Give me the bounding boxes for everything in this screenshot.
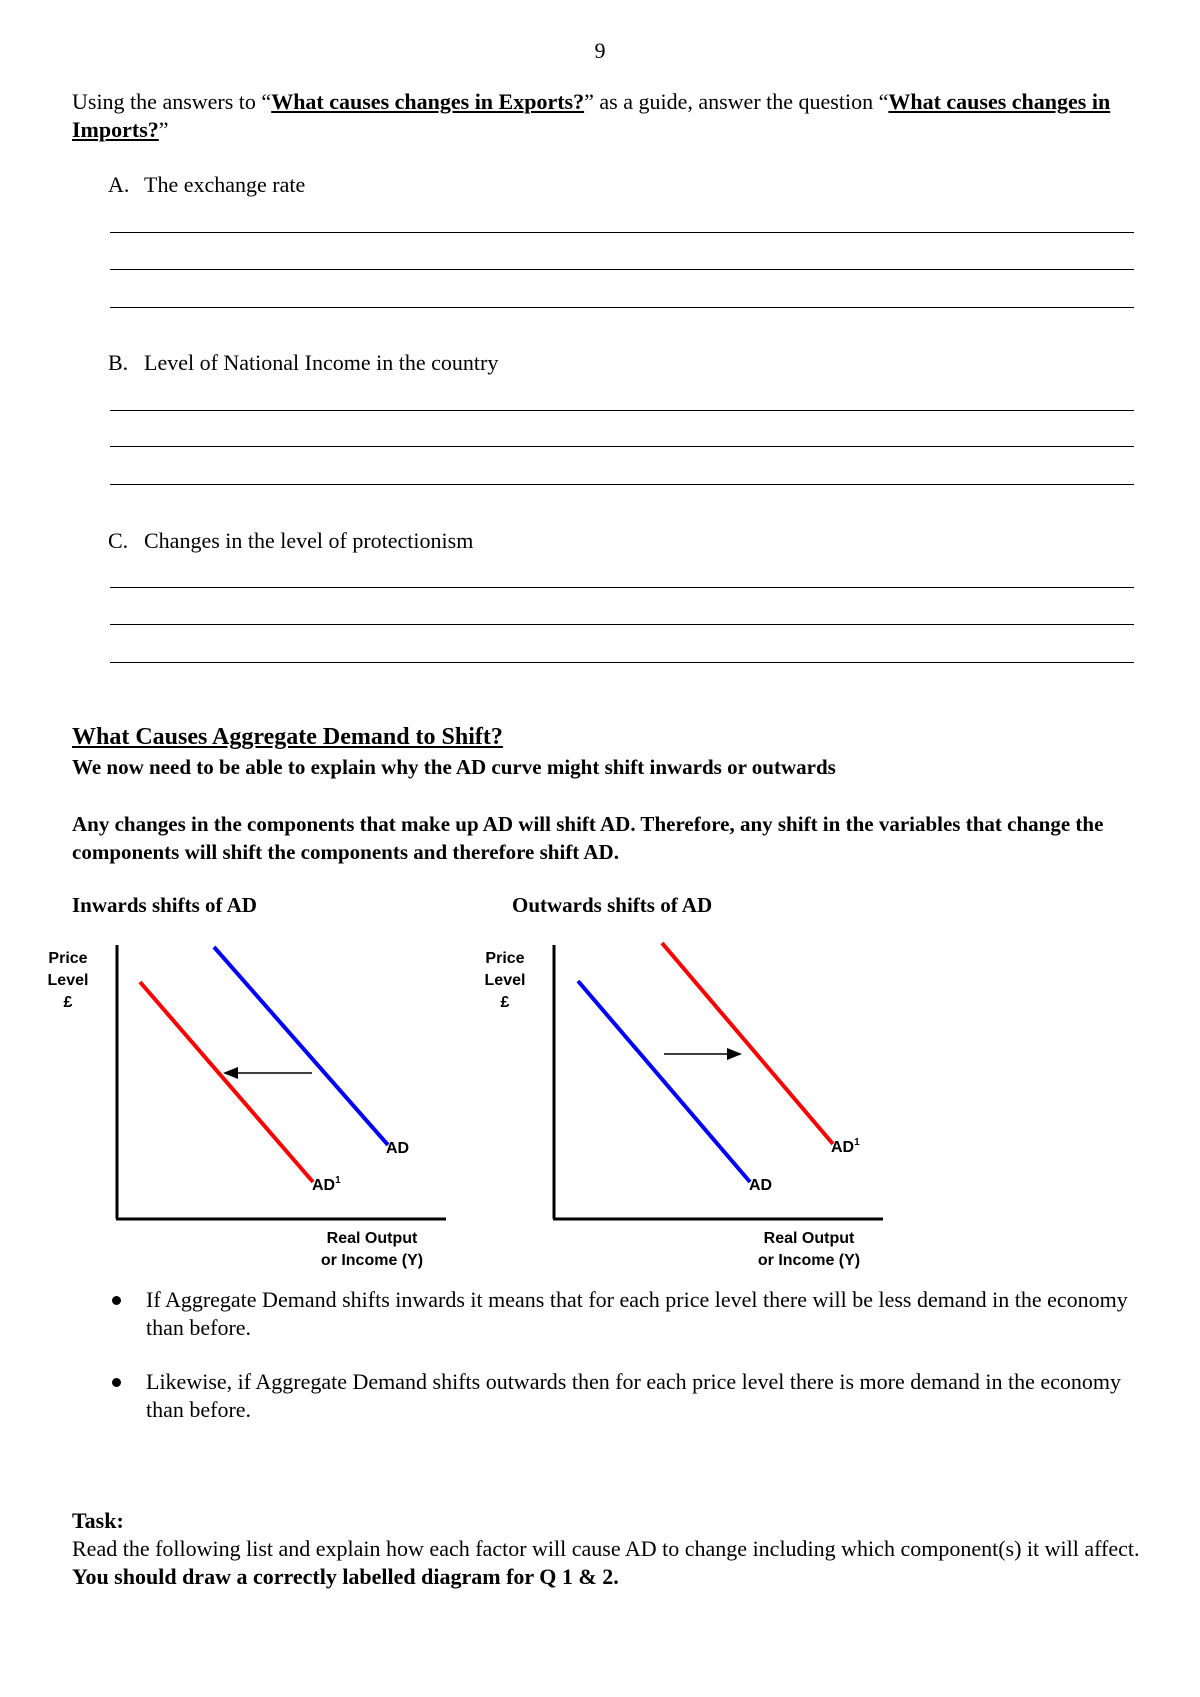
question-letter: A. xyxy=(108,172,130,197)
answer-line-a1[interactable] xyxy=(110,232,1134,233)
bullet-dot xyxy=(112,1296,121,1305)
intro-paragraph xyxy=(72,88,1132,144)
ad1-label: $AD^1$ xyxy=(831,1137,860,1156)
ad1-curve xyxy=(140,982,313,1182)
ad1-label: $AD^1$ xyxy=(312,1175,341,1194)
pound-label: £ xyxy=(63,994,73,1011)
inwards-diagram-title: Inwards shifts of AD xyxy=(72,893,257,917)
answer-line-a2[interactable] xyxy=(110,269,1134,270)
ad-label: AD xyxy=(386,1140,410,1157)
pound-label: £ xyxy=(500,994,510,1011)
page-number: 9 xyxy=(594,38,606,63)
real-output-label: Real Output xyxy=(763,1230,855,1247)
task-heading: Task: xyxy=(72,1508,124,1533)
price-label: Price xyxy=(485,950,525,967)
answer-line-c1[interactable] xyxy=(110,587,1134,588)
inwards-ad-diagram xyxy=(40,935,460,1275)
answer-line-b3[interactable] xyxy=(110,484,1134,485)
task-instruction-bold: You should draw a correctly labelled diagram for Q 1 & 2. xyxy=(72,1564,619,1589)
section-paragraph: Any changes in the components that make up AD will shift AD. Therefore, any shift in the variables that change the components will shift the components and therefore shift AD. xyxy=(72,812,1104,864)
question-b xyxy=(108,350,498,376)
intro-text-middle: ” as a guide, answer the question “ xyxy=(584,89,889,114)
question-letter: C. xyxy=(108,528,129,553)
question-text: Changes in the level of protectionism xyxy=(144,528,474,553)
bullet-item: Likewise, if Aggregate Demand shifts outwards then for each price level there is more demand in the economy than before. xyxy=(108,1368,1138,1424)
outwards-diagram-title: Outwards shifts of AD xyxy=(512,893,713,917)
answer-line-b2[interactable] xyxy=(110,446,1134,447)
bullet-list xyxy=(108,1286,1138,1450)
question-c xyxy=(108,528,473,554)
ad-curve xyxy=(214,947,388,1145)
ad1-curve xyxy=(662,943,833,1144)
bullet-item: If Aggregate Demand shifts inwards it means that for each price level there will be less demand in the economy than before. xyxy=(108,1286,1138,1342)
intro-text-before: Using the answers to “ xyxy=(72,89,272,114)
question-text: The exchange rate xyxy=(144,172,306,197)
section-title: What Causes Aggregate Demand to Shift? xyxy=(72,724,503,750)
task-text: Read the following list and explain how each factor will cause AD to change including which component(s) it will affect. You should draw a correctly labelled diagram for Q 1 & 2. xyxy=(72,1536,1140,1589)
question-a xyxy=(108,172,305,198)
or-income-label: or Income (Y) xyxy=(757,1252,861,1269)
question-letter: B. xyxy=(108,350,129,375)
bullet-dot xyxy=(112,1378,121,1387)
outwards-ad-diagram xyxy=(477,935,897,1275)
answer-line-a3[interactable] xyxy=(110,307,1134,308)
answer-line-b1[interactable] xyxy=(110,410,1134,411)
answer-line-c3[interactable] xyxy=(110,662,1134,663)
exports-question-link: What causes changes in Exports? xyxy=(271,89,585,114)
question-text: Level of National Income in the country xyxy=(144,350,499,375)
ad-curve xyxy=(578,981,750,1182)
price-label: Price xyxy=(48,950,88,967)
or-income-label: or Income (Y) xyxy=(320,1252,424,1269)
answer-line-c2[interactable] xyxy=(110,624,1134,625)
imports-question-link: What causes changes in Imports? xyxy=(72,89,1111,142)
level-label: Level xyxy=(47,972,89,989)
level-label: Level xyxy=(484,972,526,989)
section-subtitle: We now need to be able to explain why the AD curve might shift inwards or outwards xyxy=(72,755,836,779)
real-output-label: Real Output xyxy=(326,1230,418,1247)
ad-label: AD xyxy=(749,1177,773,1194)
intro-text-after: ” xyxy=(158,117,169,142)
